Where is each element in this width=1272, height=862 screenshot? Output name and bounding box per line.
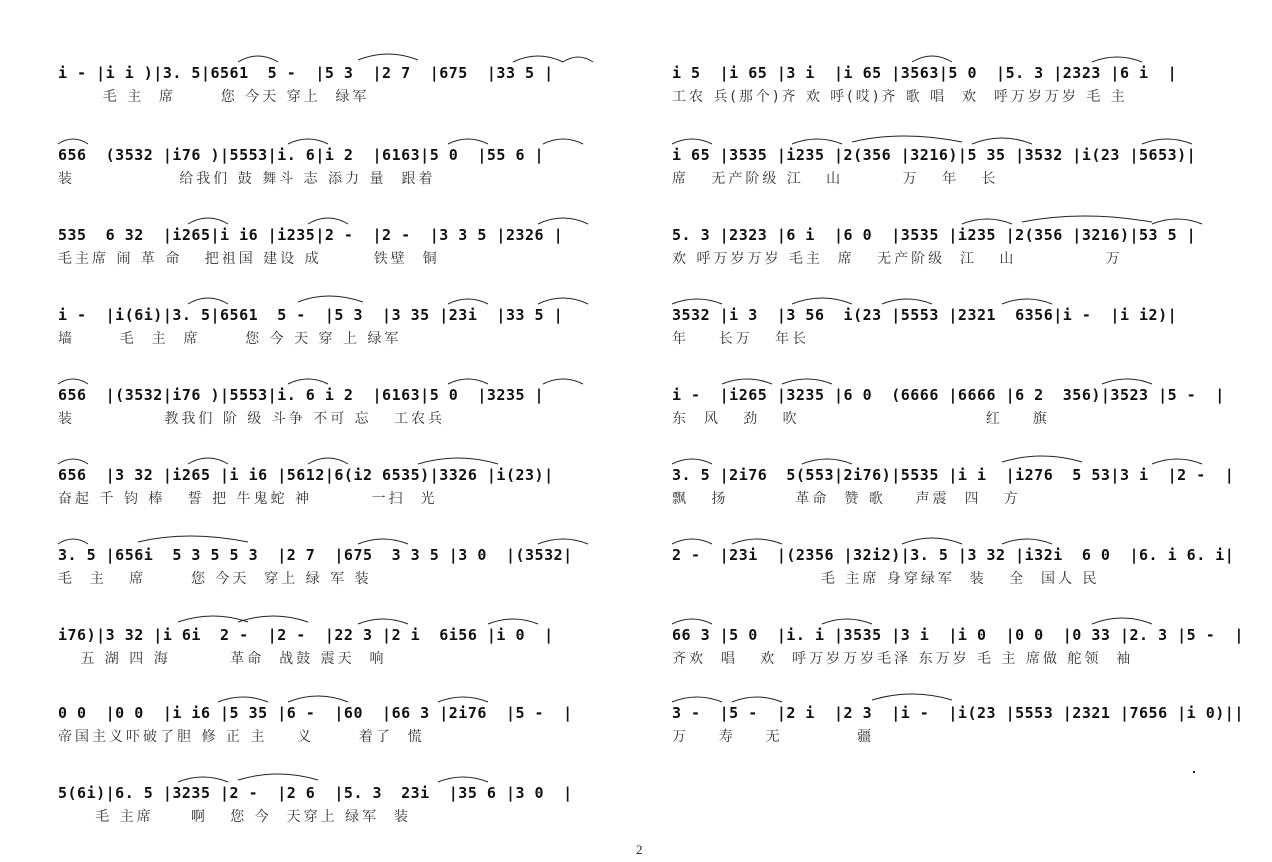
jianpu-notes: 5. 3 |2323 |6 i |6 0 |3535 |i235 |2(356 |3216)|53 5 | bbox=[672, 226, 1197, 244]
score-system bbox=[672, 466, 1235, 526]
lyric-line: 毛 主席 啊 您 今 天穿上 绿军 装 bbox=[58, 809, 412, 825]
jianpu-notes: i 65 |3535 |i235 |2(356 |3216)|5 35 |3532 |i(23 |5653)| bbox=[672, 146, 1197, 164]
score-system bbox=[58, 386, 603, 446]
jianpu-notes: 3. 5 |656i 5 3 5 5 3 |2 7 |675 3 3 5 |3 0 |(3532| bbox=[58, 546, 573, 564]
jianpu-notes: i - |i265 |3235 |6 0 (6666 |6666 |6 2 356)|3523 |5 - | bbox=[672, 386, 1225, 404]
jianpu-notes: 535 6 32 |i265|i i6 |i235|2 - |2 - |3 3 5 |2326 | bbox=[58, 226, 564, 244]
jianpu-notes: 3. 5 |2i76 5(553|2i76)|5535 |i i |i276 5 53|3 i |2 - | bbox=[672, 466, 1235, 484]
lyric-line: 万 寿 无 疆 bbox=[672, 729, 875, 745]
lyric-line: 帝国主义吓破了胆 修 正 主 义 着了 慌 bbox=[58, 729, 425, 745]
lyric-line: 毛 主 席 您 今天 穿上 绿军 bbox=[58, 89, 370, 105]
lyric-line: 齐欢 唱 欢 呼万岁万岁毛泽 东万岁 毛 主 席做 舵领 袖 bbox=[672, 651, 1134, 667]
lyric-line: 毛主席 闹 革 命 把祖国 建设 成 铁壁 铜 bbox=[58, 251, 440, 267]
jianpu-notes: 656 (3532 |i76 )|5553|i. 6|i 2 |6163|5 0 |55 6 | bbox=[58, 146, 545, 164]
score-system bbox=[58, 466, 603, 526]
lyric-line: 年 长万 年长 bbox=[672, 331, 810, 347]
score-system bbox=[672, 626, 1244, 686]
jianpu-notes: i - |i(6i)|3. 5|6561 5 - |5 3 |3 35 |23i |33 5 | bbox=[58, 306, 564, 324]
jianpu-notes: i 5 |i 65 |3 i |i 65 |3563|5 0 |5. 3 |2323 |6 i | bbox=[672, 64, 1178, 82]
lyric-line: 装 给我们 鼓 舞斗 志 添力 量 跟着 bbox=[58, 171, 436, 187]
score-system bbox=[58, 64, 603, 124]
jianpu-notes: 656 |(3532|i76 )|5553|i. 6 i 2 |6163|5 0 |3235 | bbox=[58, 386, 545, 404]
score-system bbox=[58, 704, 603, 764]
jianpu-notes: 3532 |i 3 |3 56 i(23 |5553 |2321 6356|i - |i i2)| bbox=[672, 306, 1178, 324]
lyric-line: 飘 扬 革命 赞 歌 声震 四 方 bbox=[672, 491, 1021, 507]
score-system bbox=[672, 226, 1220, 286]
score-system bbox=[672, 546, 1235, 606]
stray-dot bbox=[1193, 771, 1195, 773]
score-system bbox=[672, 704, 1244, 764]
lyric-line: 毛 主 席 您 今天 穿上 绿 军 装 bbox=[58, 571, 372, 587]
score-system bbox=[672, 306, 1220, 366]
lyric-line: 墙 毛 主 席 您 今 天 穿 上 绿军 bbox=[58, 331, 402, 347]
score-system bbox=[672, 64, 1220, 124]
jianpu-notes: 3 - |5 - |2 i |2 3 |i - |i(23 |5553 |2321 |7656 |i 0)|| bbox=[672, 704, 1244, 722]
jianpu-notes: i76)|3 32 |i 6i 2 - |2 - |22 3 |2 i 6i56 |i 0 | bbox=[58, 626, 554, 644]
lyric-line: 席 无产阶级 江 山 万 年 长 bbox=[672, 171, 999, 187]
lyric-line: 欢 呼万岁万岁 毛主 席 无产阶级 江 山 万 bbox=[672, 251, 1123, 267]
lyric-line: 装 教我们 阶 级 斗争 不可 忘 工农兵 bbox=[58, 411, 446, 427]
jianpu-notes: 656 |3 32 |i265 |i i6 |5612|6(i2 6535)|3326 |i(23)| bbox=[58, 466, 554, 484]
score-system bbox=[672, 146, 1220, 206]
jianpu-notes: 5(6i)|6. 5 |3235 |2 - |2 6 |5. 3 23i |35 6 |3 0 | bbox=[58, 784, 573, 802]
page-number: 2 bbox=[636, 842, 643, 857]
lyric-line: 五 湖 四 海 革命 战鼓 震天 响 bbox=[58, 651, 387, 667]
score-system bbox=[672, 386, 1225, 446]
score-system bbox=[58, 546, 603, 606]
lyric-line: 毛 主席 身穿绿军 装 全 国人 民 bbox=[672, 571, 1100, 587]
lyric-line: 东 风 劲 吹 红 旗 bbox=[672, 411, 1050, 427]
score-system bbox=[58, 784, 603, 844]
score-system bbox=[58, 306, 603, 366]
score-system bbox=[58, 146, 603, 206]
jianpu-notes: 0 0 |0 0 |i i6 |5 35 |6 - |60 |66 3 |2i76 |5 - | bbox=[58, 704, 573, 722]
score-system bbox=[58, 226, 603, 286]
lyric-line: 奋起 千 钧 棒 誓 把 牛鬼蛇 神 一扫 光 bbox=[58, 491, 438, 507]
jianpu-notes: 66 3 |5 0 |i. i |3535 |3 i |i 0 |0 0 |0 33 |2. 3 |5 - | bbox=[672, 626, 1244, 644]
jianpu-notes: 2 - |23i |(2356 |32i2)|3. 5 |3 32 |i32i 6 0 |6. i 6. i| bbox=[672, 546, 1235, 564]
lyric-line: 工农 兵(那个)齐 欢 呼(哎)齐 歌 唱 欢 呼万岁万岁 毛 主 bbox=[672, 89, 1128, 105]
score-system bbox=[58, 626, 603, 686]
jianpu-notes: i - |i i )|3. 5|6561 5 - |5 3 |2 7 |675 |33 5 | bbox=[58, 64, 554, 82]
